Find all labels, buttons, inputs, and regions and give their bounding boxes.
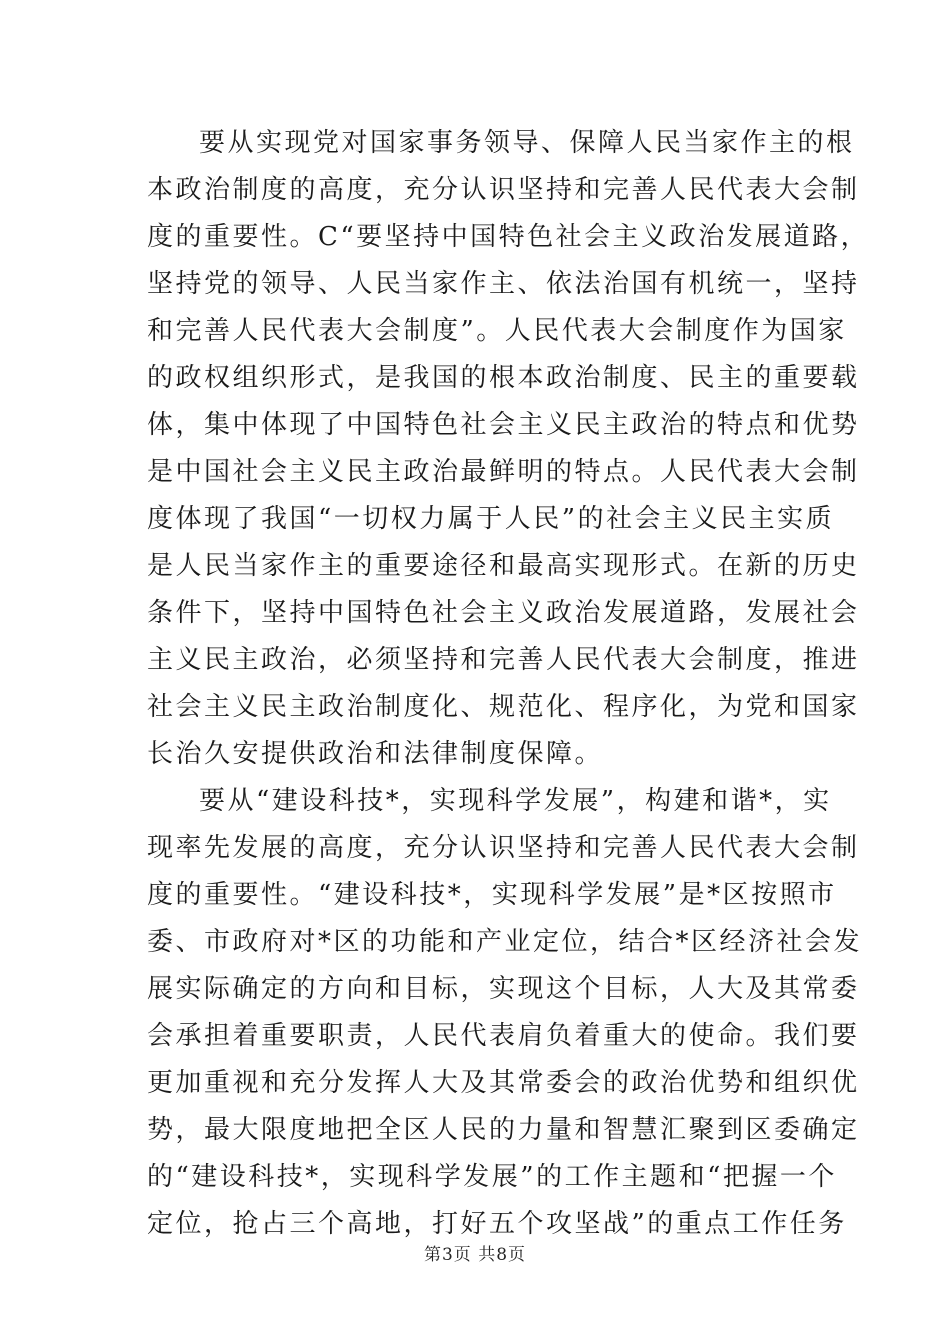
paragraph-1-line-5: 和完善人民代表大会制度”。人民代表大会制度作为国家	[147, 316, 847, 346]
paragraph-2-line-10: 定位，抢占三个高地，打好五个攻坚战”的重点工作任务	[147, 1209, 847, 1239]
paragraph-2-line-4: 委、市政府对*区的功能和产业定位，结合*区经济社会发	[147, 927, 863, 957]
paragraph-1-line-6: 的政权组织形式，是我国的根本政治制度、民主的重要载	[147, 363, 860, 393]
page-number-footer: 第3页 共8页	[423, 1245, 527, 1265]
paragraph-2-line-7: 更加重视和充分发挥人大及其常委会的政治优势和组织优	[147, 1068, 860, 1098]
paragraph-2-line-8: 势，最大限度地把全区人民的力量和智慧汇聚到区委确定	[147, 1115, 860, 1145]
paragraph-2-line-2: 现率先发展的高度，充分认识坚持和完善人民代表大会制	[147, 833, 860, 863]
paragraph-2-line-9: 的“建设科技*，实现科学发展”的工作主题和“把握一个	[147, 1162, 837, 1192]
paragraph-2-line-1: 要从“建设科技*，实现科学发展”，构建和谐*，实	[199, 786, 832, 816]
paragraph-1-line-10: 是人民当家作主的重要途径和最高实现形式。在新的历史	[147, 551, 860, 581]
paragraph-2-line-3: 度的重要性。“建设科技*，实现科学发展”是*区按照市	[147, 880, 837, 910]
paragraph-1-line-8: 是中国社会主义民主政治最鲜明的特点。人民代表大会制	[147, 457, 860, 487]
paragraph-1-line-3: 度的重要性。C“要坚持中国特色社会主义政治发展道路，	[147, 222, 870, 252]
paragraph-1-line-2: 本政治制度的高度，充分认识坚持和完善人民代表大会制	[147, 175, 860, 205]
paragraph-2-line-6: 会承担着重要职责，人民代表肩负着重大的使命。我们要	[147, 1021, 860, 1051]
paragraph-1-line-11: 条件下，坚持中国特色社会主义政治发展道路，发展社会	[147, 598, 860, 628]
paragraph-1-line-13: 社会主义民主政治制度化、规范化、程序化，为党和国家	[147, 692, 860, 722]
paragraph-1-line-9: 度体现了我国“一切权力属于人民”的社会主义民主实质	[147, 504, 835, 534]
paragraph-1-line-7: 体，集中体现了中国特色社会主义民主政治的特点和优势	[147, 410, 860, 440]
paragraph-1-line-4: 坚持党的领导、人民当家作主、依法治国有机统一，坚持	[147, 269, 860, 299]
paragraph-1-line-1: 要从实现党对国家事务领导、保障人民当家作主的根	[199, 128, 855, 158]
paragraph-2-line-5: 展实际确定的方向和目标，实现这个目标，人大及其常委	[147, 974, 860, 1004]
paragraph-1-line-12: 主义民主政治，必须坚持和完善人民代表大会制度，推进	[147, 645, 860, 675]
paragraph-1-line-14: 长治久安提供政治和法律制度保障。	[147, 739, 604, 769]
